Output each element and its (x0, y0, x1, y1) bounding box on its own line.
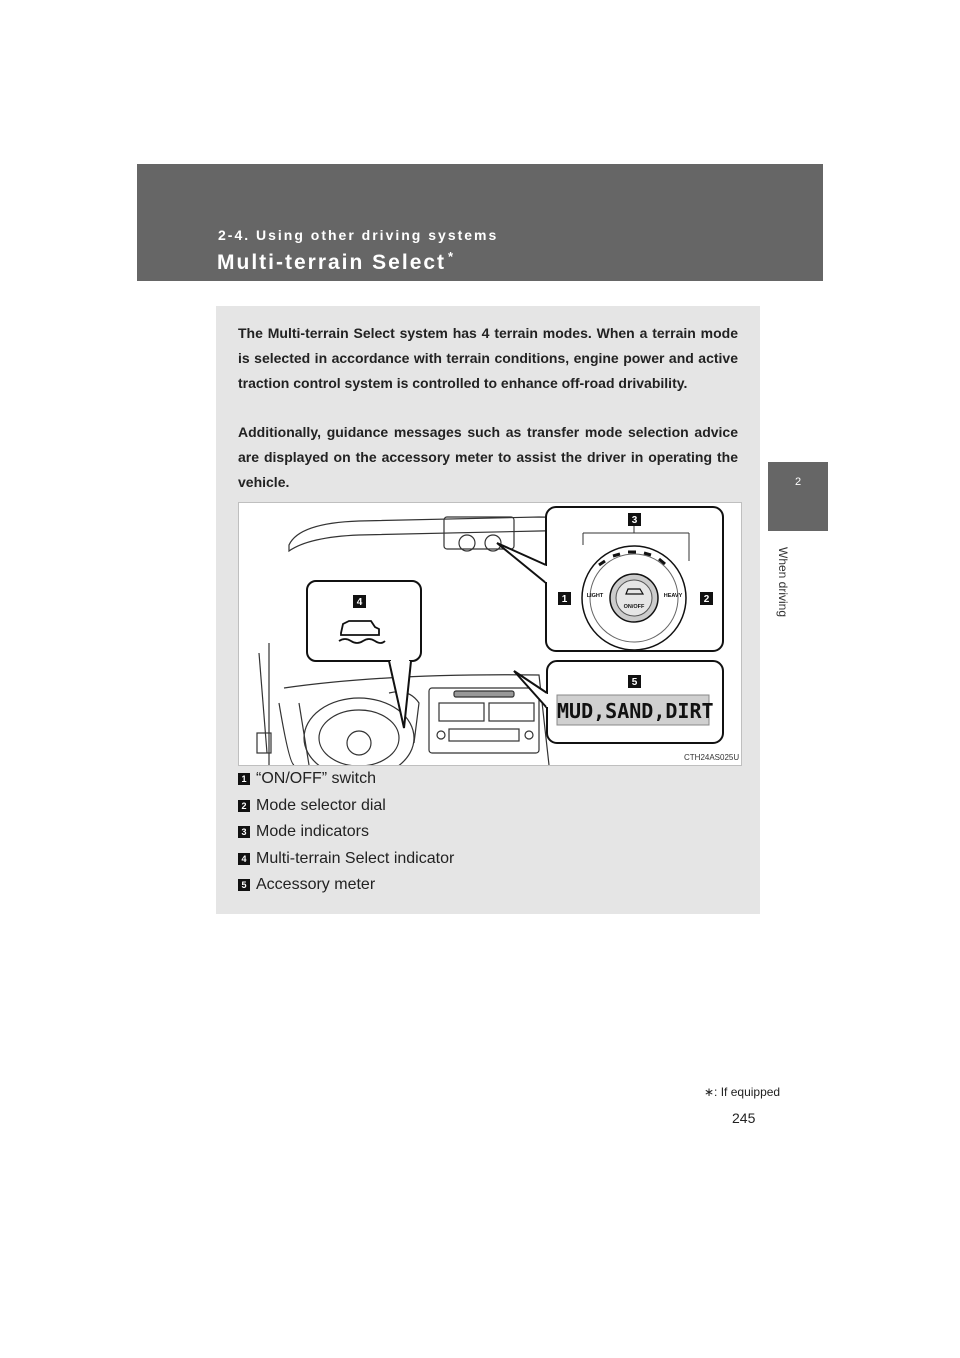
section-label: 2-4. Using other driving systems (218, 227, 499, 243)
accessory-meter-display: MUD,SAND,DIRT (557, 699, 714, 723)
page-title-text: Multi-terrain Select (217, 251, 447, 274)
page-title (217, 249, 455, 275)
dashboard-figure (238, 502, 742, 766)
legend-text: Multi-terrain Select indicator (256, 849, 455, 867)
legend-text: Mode selector dial (256, 796, 386, 814)
figure-code: CTH24AS025U (684, 753, 740, 762)
callout-2: 2 (703, 594, 710, 605)
dashboard-illustration (239, 503, 741, 765)
legend-item (238, 793, 454, 820)
legend-number: 4 (238, 853, 250, 865)
callout-5: 5 (631, 677, 638, 688)
legend-number: 2 (238, 800, 250, 812)
legend-number: 5 (238, 879, 250, 891)
intro-paragraph-2: Additionally, guidance messages such as transfer mode selection advice are displayed on the accessory meter to assist the driver in operating the vehicle. (238, 424, 738, 490)
callout-1: 1 (561, 594, 568, 605)
callout-3: 3 (631, 515, 638, 526)
intro-paragraph-1: The Multi-terrain Select system has 4 terrain modes. When a terrain mode is selected in accordance with terrain conditions, engine power and active traction control system is controlled to enhance off-road drivability. (238, 325, 738, 391)
legend-item (238, 846, 454, 873)
dial-onoff-label: ON/OFF (623, 604, 645, 610)
legend-item (238, 819, 454, 846)
chapter-tab[interactable] (768, 462, 828, 531)
dial-heavy-label: HEAVY (663, 593, 683, 599)
legend-item (238, 766, 454, 793)
chapter-label: When driving (776, 547, 790, 618)
legend-item (238, 872, 454, 899)
footnote: ∗: If equipped (704, 1085, 781, 1099)
legend-number: 3 (238, 826, 250, 838)
legend-text: Accessory meter (256, 876, 376, 894)
legend-number: 1 (238, 773, 250, 785)
legend-text: Mode indicators (256, 823, 369, 841)
legend-list (238, 766, 454, 899)
chapter-number: 2 (794, 476, 802, 488)
legend-text: “ON/OFF” switch (256, 770, 376, 788)
if-equipped-mark: * (448, 249, 456, 264)
callout-4: 4 (356, 597, 363, 608)
dial-light-label: LIGHT (586, 593, 604, 599)
page-number: 245 (732, 1110, 756, 1126)
